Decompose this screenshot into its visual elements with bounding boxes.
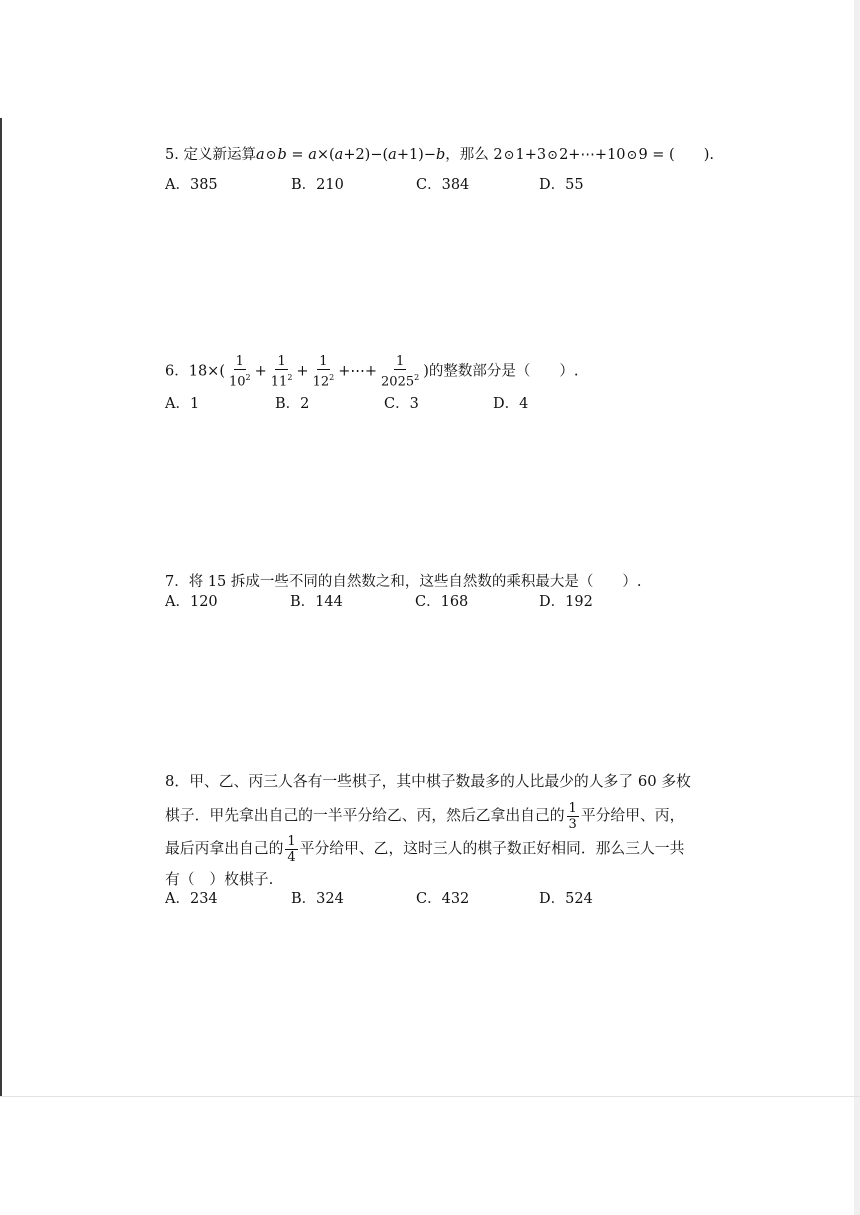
q6-f3-exponent: 2: [329, 373, 335, 382]
q5-expr-1: ×(: [316, 147, 335, 163]
q6-f4-exponent: 2: [414, 373, 420, 382]
q6-f1-denominator: [227, 370, 253, 389]
question-5-options: [165, 176, 685, 194]
question-8-line-4: 有（ ）枚棋子.: [165, 871, 274, 888]
q6-f1-numerator: 1: [235, 354, 244, 369]
q6-f2-exponent: 2: [287, 373, 293, 382]
q6-f1-base: 10: [228, 374, 246, 390]
q6-fraction-4: [379, 354, 421, 389]
q8-fraction-one-quarter: [285, 834, 297, 865]
question-6-stem: 6．18×( $\frac{1}{10^2}$ + $\frac{1}{11^2}$ + $\frac{1}{12^2}$ +⋯+ $\frac{1}{2025^2}$ )的整数部分是（ ）.: [165, 354, 579, 390]
question-7-stem: 7．将 15 拆成一些不同的自然数之和，这些自然数的乘积最大是（ ）.: [165, 574, 642, 590]
q5-term-2: 2+⋯+10: [559, 147, 626, 163]
q6-f2-numerator: 1: [277, 354, 286, 369]
q7-option-a[interactable]: A．120: [165, 594, 218, 610]
q6-f1-exponent: 2: [245, 373, 251, 382]
q5-var-a3: a: [334, 147, 344, 163]
q6-f3-denominator: [311, 370, 337, 389]
q8-line2-text-a: 棋子．甲先拿出自己的一半平分给乙、丙，然后乙拿出自己的: [165, 807, 565, 824]
q5-mid-text: ，那么 2: [445, 147, 503, 163]
q5-expr-2: +2)−(: [343, 147, 389, 163]
q5-option-a[interactable]: A．385: [165, 177, 218, 193]
q8-line3-text-a: 最后丙拿出自己的: [165, 840, 284, 857]
page-bottom-border: [0, 1096, 860, 1097]
q6-ellipsis: +⋯+: [338, 363, 378, 380]
question-6-options: [165, 395, 685, 413]
q7-option-b[interactable]: B．144: [290, 594, 343, 610]
question-5-stem: [165, 145, 714, 166]
q8-line2-text-b: 平分给甲、丙，: [580, 807, 685, 824]
q8-option-c[interactable]: C．432: [416, 891, 470, 907]
page-right-border: [854, 0, 860, 1215]
q6-option-d[interactable]: D．4: [493, 396, 529, 412]
q6-fraction-1: [227, 354, 253, 389]
q6-f3-numerator: 1: [319, 354, 328, 369]
q5-option-b[interactable]: B．210: [291, 177, 344, 193]
q6-option-c[interactable]: C．3: [384, 396, 419, 412]
q5-var-a2: a: [308, 147, 317, 163]
question-8-line-3: [165, 832, 684, 866]
q6-suffix: )的整数部分是（ ）.: [423, 363, 579, 380]
q8-option-b[interactable]: B．324: [291, 891, 344, 907]
q5-expr-3: +1)−: [396, 147, 436, 163]
q5-odot-operator-3: ⊙: [626, 148, 638, 163]
q5-term-1: 1+3: [515, 147, 547, 163]
q5-var-a: a: [255, 147, 265, 163]
q5-odot-operator: ⊙: [265, 148, 277, 163]
question-8-options: [165, 890, 685, 908]
q8-fraction-one-third: [567, 801, 579, 832]
q6-f3-base: 12: [312, 374, 330, 390]
q6-option-b[interactable]: B．2: [275, 396, 310, 412]
q6-f2-base: 11: [270, 374, 288, 390]
q5-prefix: 5. 定义新运算: [165, 147, 256, 163]
q8-option-a[interactable]: A．234: [165, 891, 218, 907]
page-left-border: [0, 118, 2, 1096]
q6-fraction-3: [311, 354, 337, 389]
q6-f4-denominator: [379, 370, 421, 389]
q5-var-a4: a: [388, 147, 397, 163]
q5-var-b: b: [277, 147, 287, 163]
question-8-line-2: [165, 799, 684, 833]
q5-odot-operator-2: ⊙: [547, 148, 559, 163]
q8-frac2-numerator: 1: [287, 833, 296, 849]
question-8-line-1: 8．甲、乙、丙三人各有一些棋子，其中棋子数最多的人比最少的人多了 60 多枚: [165, 773, 691, 790]
q5-option-c[interactable]: C．384: [416, 177, 470, 193]
q5-var-b2: b: [436, 147, 446, 163]
q6-option-a[interactable]: A．1: [165, 396, 200, 412]
q6-f4-base: 2025: [381, 374, 415, 390]
q5-term-3: 9 = ( ).: [638, 147, 714, 163]
q8-frac1-numerator: 1: [568, 800, 577, 816]
q5-option-d[interactable]: D．55: [539, 177, 584, 193]
q6-f4-numerator: 1: [395, 354, 405, 369]
q5-odot-operator-1: ⊙: [503, 148, 515, 163]
question-7-options: [165, 593, 685, 611]
q8-option-d[interactable]: D．524: [539, 891, 593, 907]
q5-equals: =: [286, 147, 309, 163]
q7-option-d[interactable]: D．192: [539, 594, 593, 610]
q6-fraction-2: [269, 354, 295, 389]
q8-frac2-denominator: 4: [287, 849, 296, 865]
q7-option-c[interactable]: C．168: [415, 594, 469, 610]
q8-line3-text-b: 平分给甲、乙，这时三人的棋子数正好相同．那么三人一共: [299, 840, 685, 857]
q6-prefix: 6．18×(: [165, 363, 225, 380]
q6-f2-denominator: [269, 370, 295, 389]
q8-frac1-denominator: 3: [568, 816, 577, 832]
